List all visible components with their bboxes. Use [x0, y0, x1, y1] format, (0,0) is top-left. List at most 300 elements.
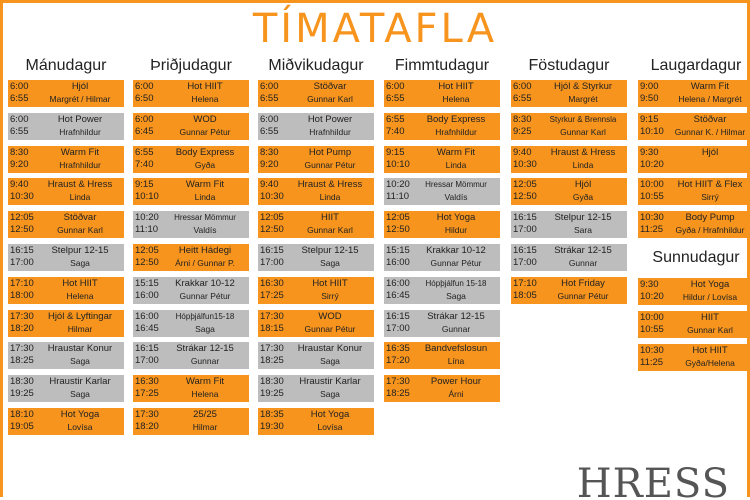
class-coach: Linda [319, 192, 341, 202]
class-coach: Valdís [193, 225, 217, 235]
end-time: 10:30 [260, 191, 284, 202]
end-time: 10:55 [640, 191, 664, 202]
class-slot[interactable] [258, 146, 374, 173]
class-coach: Saga [320, 389, 340, 399]
end-time: 11:25 [640, 224, 664, 235]
class-times [640, 345, 670, 369]
class-coach: Linda [445, 160, 467, 170]
end-time: 10:10 [135, 191, 159, 202]
class-slot[interactable] [8, 310, 124, 337]
class-slot[interactable] [258, 277, 374, 304]
class-coach: Saga [446, 291, 466, 301]
class-slot[interactable] [133, 342, 249, 369]
class-times [260, 245, 290, 269]
start-time: 18:30 [10, 376, 34, 387]
class-name: Hraustir Karlar [49, 376, 111, 387]
class-slot[interactable] [8, 342, 124, 369]
class-coach: Gyða [572, 192, 594, 202]
end-time: 10:10 [386, 159, 410, 170]
class-slot[interactable] [638, 178, 750, 205]
start-time: 8:30 [513, 114, 532, 125]
class-coach: Árni [448, 389, 464, 399]
start-time: 18:30 [260, 376, 284, 387]
class-slot[interactable] [511, 211, 627, 238]
class-slot[interactable] [8, 408, 124, 435]
start-time: 12:05 [260, 212, 284, 223]
end-time: 19:30 [260, 421, 284, 432]
class-slot[interactable] [384, 178, 500, 205]
class-coach: Linda [194, 192, 216, 202]
start-time: 10:30 [640, 212, 664, 223]
end-time: 9:50 [640, 93, 659, 104]
start-time: 8:30 [260, 147, 279, 158]
start-time: 12:05 [513, 179, 537, 190]
start-time: 6:00 [10, 81, 29, 92]
class-times [640, 114, 670, 138]
class-coach: Gunnar Pétur [179, 127, 231, 137]
end-time: 6:55 [260, 93, 279, 104]
class-coach: Gunnar Karl [560, 127, 606, 137]
class-coach: Helena / Margrét [678, 94, 742, 104]
class-times [640, 279, 670, 303]
class-coach: Helena [191, 389, 219, 399]
class-name: Warm Fit [690, 81, 730, 92]
class-slot[interactable] [8, 277, 124, 304]
class-name: Stöðvar [313, 81, 347, 92]
class-slot[interactable] [258, 80, 374, 107]
class-name: Stöðvar [63, 212, 97, 223]
end-time: 12:50 [386, 224, 410, 235]
start-time: 6:00 [260, 81, 279, 92]
class-name: Hot Yoga [436, 212, 476, 223]
end-time: 11:10 [386, 191, 410, 202]
end-time: 11:10 [135, 224, 159, 235]
class-name: Hot Pump [308, 147, 352, 158]
class-name: Hot HIIT & Flex [677, 179, 743, 190]
start-time: 16:30 [260, 278, 284, 289]
class-times [640, 147, 670, 171]
class-coach: Gyða / Hrafnhildur [675, 225, 745, 235]
class-name: Stelpur 12-15 [301, 245, 359, 256]
class-coach: Gunnar Pétur [557, 291, 609, 301]
class-slot[interactable] [638, 311, 750, 338]
class-slot[interactable] [258, 375, 374, 402]
day-header: Þriðjudagur [150, 57, 232, 74]
end-time: 18:05 [513, 290, 537, 301]
class-coach: Gyða/Helena [685, 358, 735, 368]
class-slot[interactable] [511, 80, 627, 107]
class-slot[interactable] [8, 211, 124, 238]
start-time: 17:30 [386, 376, 410, 387]
class-times [386, 376, 416, 400]
start-time: 6:55 [135, 147, 154, 158]
end-time: 11:25 [640, 357, 664, 368]
start-time: 9:15 [640, 114, 659, 125]
class-times [135, 409, 165, 433]
class-name: HIIT [701, 312, 719, 323]
class-coach: Margrét [568, 94, 598, 104]
class-name: Warm Fit [60, 147, 100, 158]
class-name: Power Hour [430, 376, 482, 387]
class-coach: Sara [574, 225, 592, 235]
end-time: 6:55 [10, 126, 29, 137]
class-slot[interactable] [258, 113, 374, 140]
class-name: WOD [193, 114, 217, 125]
class-times [260, 81, 290, 105]
start-time: 10:00 [640, 179, 664, 190]
end-time: 17:00 [513, 257, 537, 268]
class-coach: Saga [70, 258, 90, 268]
class-name: Styrkur & Brennsla [549, 115, 617, 124]
class-coach: Hilmar [67, 324, 93, 334]
class-name: Warm Fit [185, 376, 225, 387]
class-name: Hraustar Konur [47, 343, 113, 354]
class-slot[interactable] [638, 278, 750, 305]
end-time: 18:25 [260, 355, 284, 366]
end-time: 19:25 [260, 388, 284, 399]
class-slot[interactable] [258, 408, 374, 435]
class-slot[interactable] [511, 277, 627, 304]
start-time: 15:15 [135, 278, 159, 289]
class-slot[interactable] [258, 310, 374, 337]
class-slot[interactable] [8, 113, 124, 140]
class-name: Hjól [574, 179, 592, 190]
class-name: Hot HIIT [62, 278, 98, 289]
class-slot[interactable] [511, 146, 627, 173]
class-name: Hjól [71, 81, 89, 92]
class-name: Hot Power [57, 114, 103, 125]
class-name: Body Pump [685, 212, 735, 223]
end-time: 6:55 [386, 93, 405, 104]
end-time: 18:25 [386, 388, 410, 399]
class-times [640, 179, 670, 203]
class-slot[interactable] [384, 146, 500, 173]
class-slot[interactable] [638, 80, 750, 107]
start-time: 6:00 [135, 81, 154, 92]
class-name: Hjól & Lyftingar [47, 311, 113, 322]
start-time: 9:40 [10, 179, 29, 190]
class-coach: Gunnar Karl [307, 225, 353, 235]
class-coach: Gunnar K. / Hilmar [674, 127, 746, 137]
class-times [10, 278, 40, 302]
class-coach: Saga [320, 258, 340, 268]
class-coach: Linda [572, 160, 594, 170]
class-coach: Saga [320, 356, 340, 366]
start-time: 17:30 [10, 343, 34, 354]
start-time: 8:30 [10, 147, 29, 158]
class-slot[interactable] [384, 342, 500, 369]
class-slot[interactable] [133, 277, 249, 304]
class-coach: Gunnar Pétur [430, 258, 482, 268]
class-slot[interactable] [384, 375, 500, 402]
class-times [386, 311, 416, 335]
class-coach: Gunnar Karl [307, 94, 353, 104]
end-time: 17:00 [386, 323, 410, 334]
start-time: 9:40 [513, 147, 532, 158]
class-name: Hot Yoga [310, 409, 350, 420]
start-time: 6:00 [386, 81, 405, 92]
class-coach: Gunnar Pétur [304, 324, 356, 334]
class-slot[interactable] [638, 211, 750, 238]
class-name: Hraustar Konur [297, 343, 363, 354]
start-time: 17:30 [135, 409, 159, 420]
class-slot[interactable] [384, 80, 500, 107]
class-times [640, 212, 670, 236]
brand-logo: HRESS [576, 466, 730, 500]
class-name: Body Express [426, 114, 486, 125]
class-coach: Hrafnhildur [435, 127, 477, 137]
start-time: 6:00 [513, 81, 532, 92]
class-slot[interactable] [8, 178, 124, 205]
end-time: 6:45 [135, 126, 154, 137]
end-time: 10:20 [640, 159, 664, 170]
class-slot[interactable] [133, 178, 249, 205]
day-header: Miðvikudagur [268, 57, 364, 74]
start-time: 16:30 [135, 376, 159, 387]
class-slot[interactable] [384, 310, 500, 337]
start-time: 16:00 [386, 278, 410, 289]
start-time: 12:05 [135, 245, 159, 256]
class-name: Hot HIIT [312, 278, 348, 289]
end-time: 7:40 [386, 126, 405, 137]
class-times [10, 343, 40, 367]
class-times [10, 409, 40, 433]
start-time: 16:15 [260, 245, 284, 256]
page-title: TÍMATAFLA [252, 6, 498, 52]
class-times [386, 343, 416, 367]
end-time: 19:25 [10, 388, 34, 399]
class-coach: Lína [447, 356, 465, 366]
class-name: Hraust & Hress [297, 179, 363, 190]
class-slot[interactable] [133, 310, 249, 337]
class-name: HIIT [321, 212, 339, 223]
class-slot[interactable] [8, 244, 124, 271]
start-time: 12:05 [10, 212, 34, 223]
class-name: Hot Power [307, 114, 353, 125]
class-slot[interactable] [258, 178, 374, 205]
start-time: 16:15 [10, 245, 34, 256]
class-name: Hraust & Hress [47, 179, 113, 190]
class-slot[interactable] [638, 344, 750, 371]
class-times [513, 114, 543, 138]
class-times [260, 409, 290, 433]
class-name: Bandvefslosun [424, 343, 488, 354]
class-name: Hjól [701, 147, 719, 158]
class-times [260, 376, 290, 400]
class-times [386, 81, 416, 105]
class-coach: Gunnar [568, 258, 598, 268]
class-slot[interactable] [638, 113, 750, 140]
class-name: Hot HIIT [187, 81, 223, 92]
class-times [135, 114, 165, 138]
class-times [513, 147, 543, 171]
class-coach: Gyða [194, 160, 216, 170]
class-slot[interactable] [133, 211, 249, 238]
end-time: 10:55 [640, 324, 664, 335]
class-coach: Hilmar [192, 422, 218, 432]
end-time: 6:55 [260, 126, 279, 137]
class-name: Hot Yoga [60, 409, 100, 420]
class-times [135, 245, 165, 269]
class-coach: Gunnar Karl [687, 325, 733, 335]
start-time: 6:55 [386, 114, 405, 125]
class-times [135, 311, 165, 335]
start-time: 6:00 [260, 114, 279, 125]
class-slot[interactable] [638, 146, 750, 173]
end-time: 18:20 [135, 421, 159, 432]
end-time: 16:00 [386, 257, 410, 268]
class-coach: Helena [191, 94, 219, 104]
class-times [10, 114, 40, 138]
class-slot[interactable] [8, 80, 124, 107]
end-time: 17:00 [513, 224, 537, 235]
end-time: 17:00 [135, 355, 159, 366]
class-coach: Saga [70, 356, 90, 366]
start-time: 17:10 [10, 278, 34, 289]
class-name: Strákar 12-15 [554, 245, 612, 256]
class-times [10, 81, 40, 105]
class-slot[interactable] [511, 244, 627, 271]
class-name: Heitt Hádegi [178, 245, 232, 256]
class-name: Hot HIIT [692, 345, 728, 356]
end-time: 9:20 [260, 159, 279, 170]
class-name: Hraustir Karlar [299, 376, 361, 387]
class-name: 25/25 [193, 409, 217, 420]
class-times [640, 81, 670, 105]
class-name: Hópþjálfun15-18 [175, 312, 235, 321]
class-times [513, 179, 543, 203]
day-header: Sunnudagur [652, 249, 740, 266]
class-times [10, 212, 40, 236]
end-time: 10:10 [640, 126, 664, 137]
class-coach: Linda [69, 192, 91, 202]
start-time: 18:35 [260, 409, 284, 420]
class-times [260, 343, 290, 367]
class-times [513, 81, 543, 105]
start-time: 17:10 [513, 278, 537, 289]
class-slot[interactable] [258, 342, 374, 369]
class-times [513, 245, 543, 269]
class-name: Hraust & Hress [550, 147, 616, 158]
class-times [135, 81, 165, 105]
end-time: 10:30 [513, 159, 537, 170]
class-times [135, 376, 165, 400]
end-time: 17:00 [10, 257, 34, 268]
start-time: 15:15 [386, 245, 410, 256]
end-time: 18:20 [10, 323, 34, 334]
start-time: 12:05 [386, 212, 410, 223]
class-name: Krakkar 10-12 [175, 278, 235, 289]
start-time: 16:15 [513, 245, 537, 256]
class-name: Hressar Mömmur [174, 213, 236, 222]
class-slot[interactable] [384, 244, 500, 271]
class-slot[interactable] [511, 113, 627, 140]
start-time: 16:15 [135, 343, 159, 354]
end-time: 16:45 [386, 290, 410, 301]
class-slot[interactable] [133, 408, 249, 435]
class-coach: Helena [66, 291, 94, 301]
start-time: 17:30 [260, 311, 284, 322]
class-slot[interactable] [511, 178, 627, 205]
end-time: 6:55 [10, 93, 29, 104]
class-coach: Sirrý [701, 192, 719, 202]
end-time: 12:50 [10, 224, 34, 235]
class-coach: Árni / Gunnar P. [175, 258, 235, 268]
class-times [260, 311, 290, 335]
class-coach: Hildur / Lovísa [682, 292, 738, 302]
class-times [386, 147, 416, 171]
class-slot[interactable] [8, 146, 124, 173]
class-times [10, 311, 40, 335]
day-header: Laugardagur [650, 57, 742, 74]
class-slot[interactable] [384, 211, 500, 238]
end-time: 6:55 [513, 93, 532, 104]
class-times [135, 179, 165, 203]
class-times [260, 278, 290, 302]
class-slot[interactable] [133, 244, 249, 271]
start-time: 16:35 [386, 343, 410, 354]
end-time: 7:40 [135, 159, 154, 170]
class-name: Body Express [175, 147, 235, 158]
class-name: Hópþjálfun 15-18 [425, 279, 487, 288]
class-slot[interactable] [384, 277, 500, 304]
class-coach: Helena [442, 94, 470, 104]
class-times [513, 278, 543, 302]
start-time: 16:00 [135, 311, 159, 322]
class-name: Hot Friday [561, 278, 605, 289]
end-time: 10:30 [10, 191, 34, 202]
class-coach: Hildur [444, 225, 468, 235]
class-name: Hot Yoga [690, 279, 730, 290]
class-coach: Lovísa [317, 422, 343, 432]
class-times [260, 212, 290, 236]
class-times [386, 114, 416, 138]
class-slot[interactable] [258, 244, 374, 271]
class-times [135, 343, 165, 367]
class-times [640, 312, 670, 336]
class-times [135, 212, 165, 236]
start-time: 9:00 [640, 81, 659, 92]
class-times [260, 114, 290, 138]
class-times [386, 179, 416, 203]
start-time: 16:15 [513, 212, 537, 223]
class-times [386, 245, 416, 269]
class-slot[interactable] [258, 211, 374, 238]
start-time: 9:30 [640, 147, 659, 158]
class-name: WOD [318, 311, 342, 322]
end-time: 18:00 [10, 290, 34, 301]
class-coach: Lovísa [67, 422, 93, 432]
class-coach: Margrét / Hilmar [49, 94, 111, 104]
class-slot[interactable] [133, 80, 249, 107]
start-time: 6:00 [135, 114, 154, 125]
start-time: 9:30 [640, 279, 659, 290]
class-coach: Hrafnhildur [59, 127, 101, 137]
class-times [10, 147, 40, 171]
class-slot[interactable] [133, 375, 249, 402]
class-name: Strákar 12-15 [176, 343, 234, 354]
class-coach: Gunnar [441, 324, 471, 334]
class-times [10, 179, 40, 203]
class-coach: Gunnar [190, 356, 220, 366]
class-slot[interactable] [8, 375, 124, 402]
class-slot[interactable] [133, 113, 249, 140]
class-times [260, 147, 290, 171]
class-coach: Saga [70, 389, 90, 399]
class-slot[interactable] [133, 146, 249, 173]
start-time: 10:00 [640, 312, 664, 323]
class-slot[interactable] [384, 113, 500, 140]
